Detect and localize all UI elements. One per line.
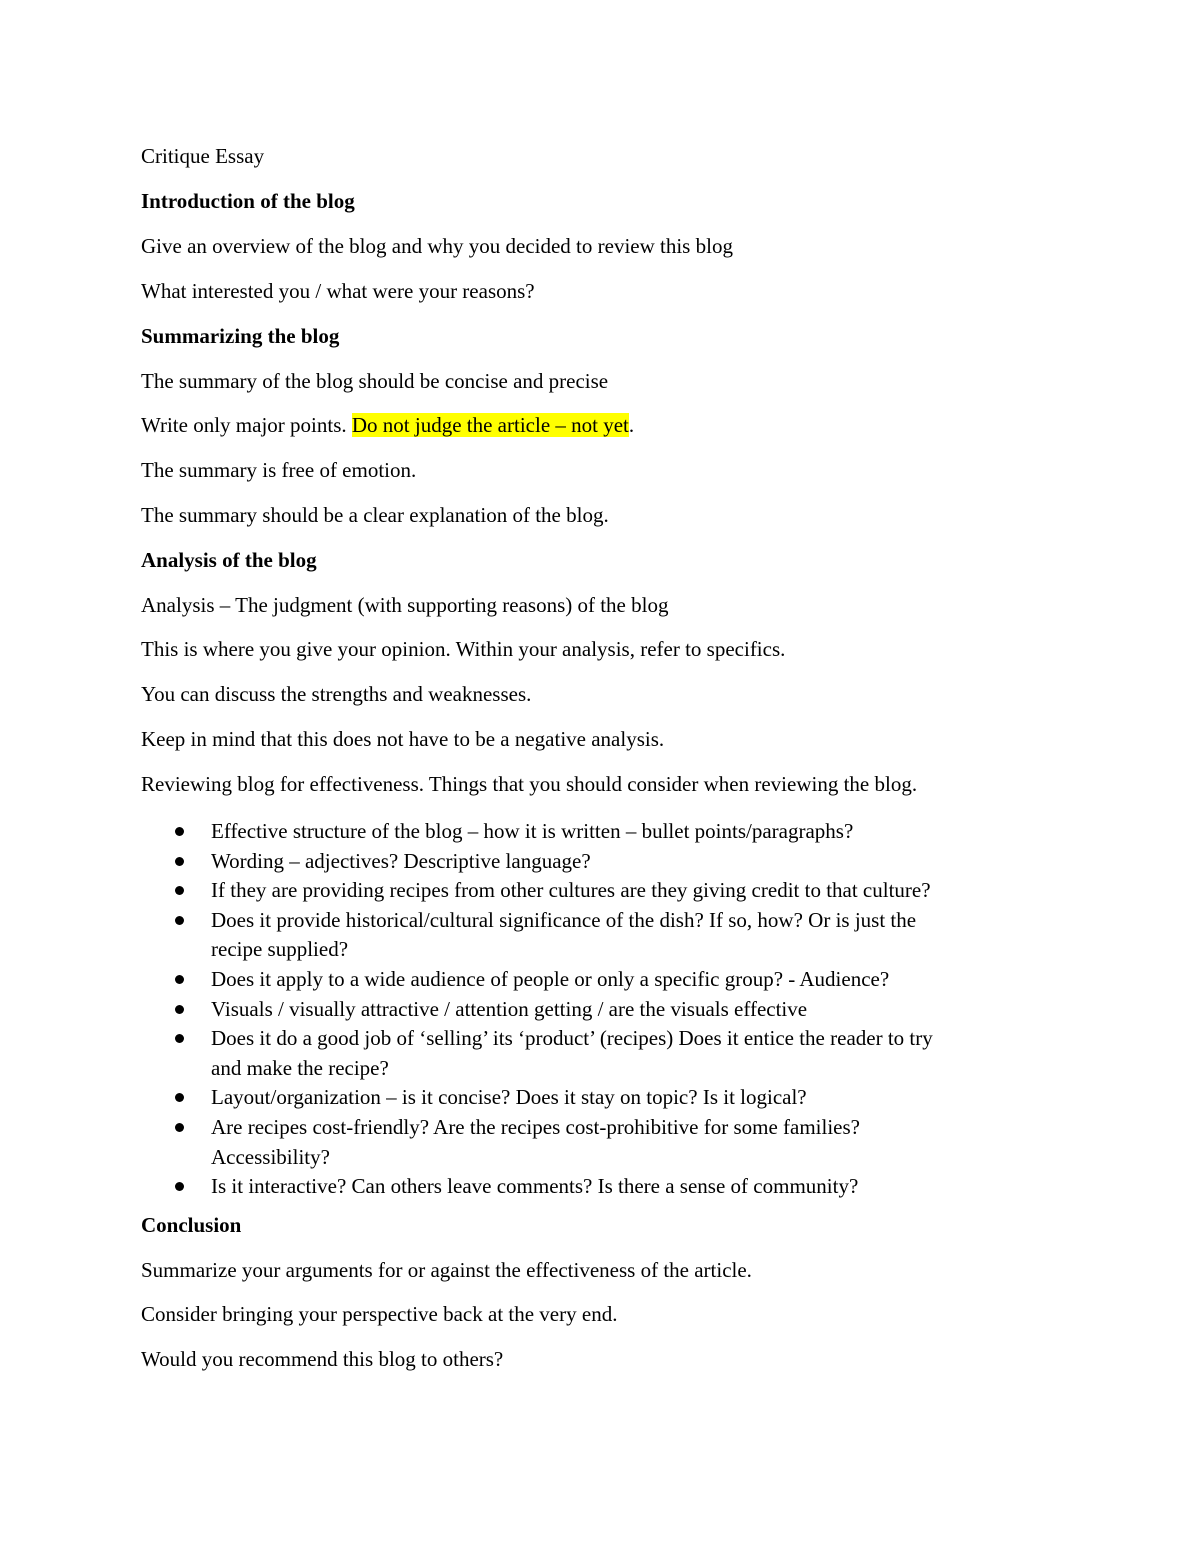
list-item [141, 1024, 1061, 1083]
list-item-text: If they are providing recipes from other cultures are they giving credit to that culture? [211, 878, 931, 903]
list-item-text: Is it interactive? Can others leave comments? Is there a sense of community? [211, 1174, 859, 1199]
list-item-text: Does it provide historical/cultural significance of the dish? If so, how? Or is just the [211, 907, 917, 932]
list-item [141, 965, 1061, 995]
intro-paragraph: Give an overview of the blog and why you decided to review this blog [141, 234, 733, 258]
heading-summarizing: Summarizing the blog [141, 324, 340, 348]
summary-text-end: . [628, 413, 635, 437]
list-item [141, 995, 1061, 1025]
list-item-text: Are recipes cost-friendly? Are the recipes cost-prohibitive for some families? [211, 1114, 861, 1139]
analysis-paragraph: Reviewing blog for effectiveness. Things that you should consider when reviewing the blog. [141, 772, 918, 796]
list-item [141, 847, 1061, 877]
summary-text: Write only major points. [141, 413, 352, 437]
conclusion-paragraph: Consider bringing your perspective back at the very end. [141, 1302, 618, 1326]
list-item-text: and make the recipe? [211, 1055, 389, 1080]
conclusion-paragraph: Would you recommend this blog to others? [141, 1347, 504, 1371]
conclusion-paragraph: Summarize your arguments for or against the effectiveness of the article. [141, 1258, 752, 1282]
summary-paragraph: The summary is free of emotion. [141, 458, 417, 482]
bullet-icon [175, 886, 184, 895]
summary-paragraph-highlight-line [141, 412, 634, 438]
analysis-paragraph: You can discuss the strengths and weaknesses. [141, 682, 532, 706]
bullet-icon [175, 1093, 184, 1102]
list-item-text: Visuals / visually attractive / attention getting / are the visuals effective [211, 996, 808, 1021]
document-title: Critique Essay [141, 144, 265, 168]
list-item-text: Does it apply to a wide audience of people or only a specific group? - Audience? [211, 966, 890, 991]
list-item [141, 906, 1061, 965]
list-item-text: Accessibility? [211, 1144, 330, 1169]
analysis-paragraph: Keep in mind that this does not have to be a negative analysis. [141, 727, 665, 751]
analysis-paragraph: This is where you give your opinion. Within your analysis, refer to specifics. [141, 637, 786, 661]
list-item-text: Layout/organization – is it concise? Does it stay on topic? Is it logical? [211, 1085, 807, 1110]
list-item-text: recipe supplied? [211, 937, 349, 962]
intro-paragraph: What interested you / what were your reasons? [141, 279, 535, 303]
considerations-bullet-list [141, 817, 1061, 1202]
bullet-icon [175, 827, 184, 836]
list-item [141, 876, 1061, 906]
bullet-icon [175, 916, 184, 925]
list-item-text: Does it do a good job of ‘selling’ its ‘product’ (recipes) Does it entice the reader to try [211, 1026, 933, 1051]
summary-paragraph: The summary of the blog should be concise and precise [141, 369, 609, 393]
heading-introduction: Introduction of the blog [141, 189, 355, 213]
list-item [141, 1172, 1061, 1202]
analysis-paragraph: Analysis – The judgment (with supporting reasons) of the blog [141, 593, 669, 617]
list-item [141, 1083, 1061, 1113]
bullet-icon [175, 857, 184, 866]
list-item-text: Effective structure of the blog – how it is written – bullet points/paragraphs? [211, 819, 854, 843]
bullet-icon [175, 1005, 184, 1014]
list-item [141, 817, 1061, 847]
highlighted-text: Do not judge the article – not yet [351, 413, 629, 437]
list-item-text: Wording – adjectives? Descriptive language? [211, 848, 591, 873]
bullet-icon [175, 1123, 184, 1132]
bullet-icon [175, 975, 184, 984]
heading-conclusion: Conclusion [141, 1213, 242, 1237]
bullet-icon [175, 1182, 184, 1191]
bullet-icon [175, 1034, 184, 1043]
summary-paragraph: The summary should be a clear explanation of the blog. [141, 503, 609, 527]
heading-analysis: Analysis of the blog [141, 548, 317, 572]
list-item [141, 1113, 1061, 1172]
